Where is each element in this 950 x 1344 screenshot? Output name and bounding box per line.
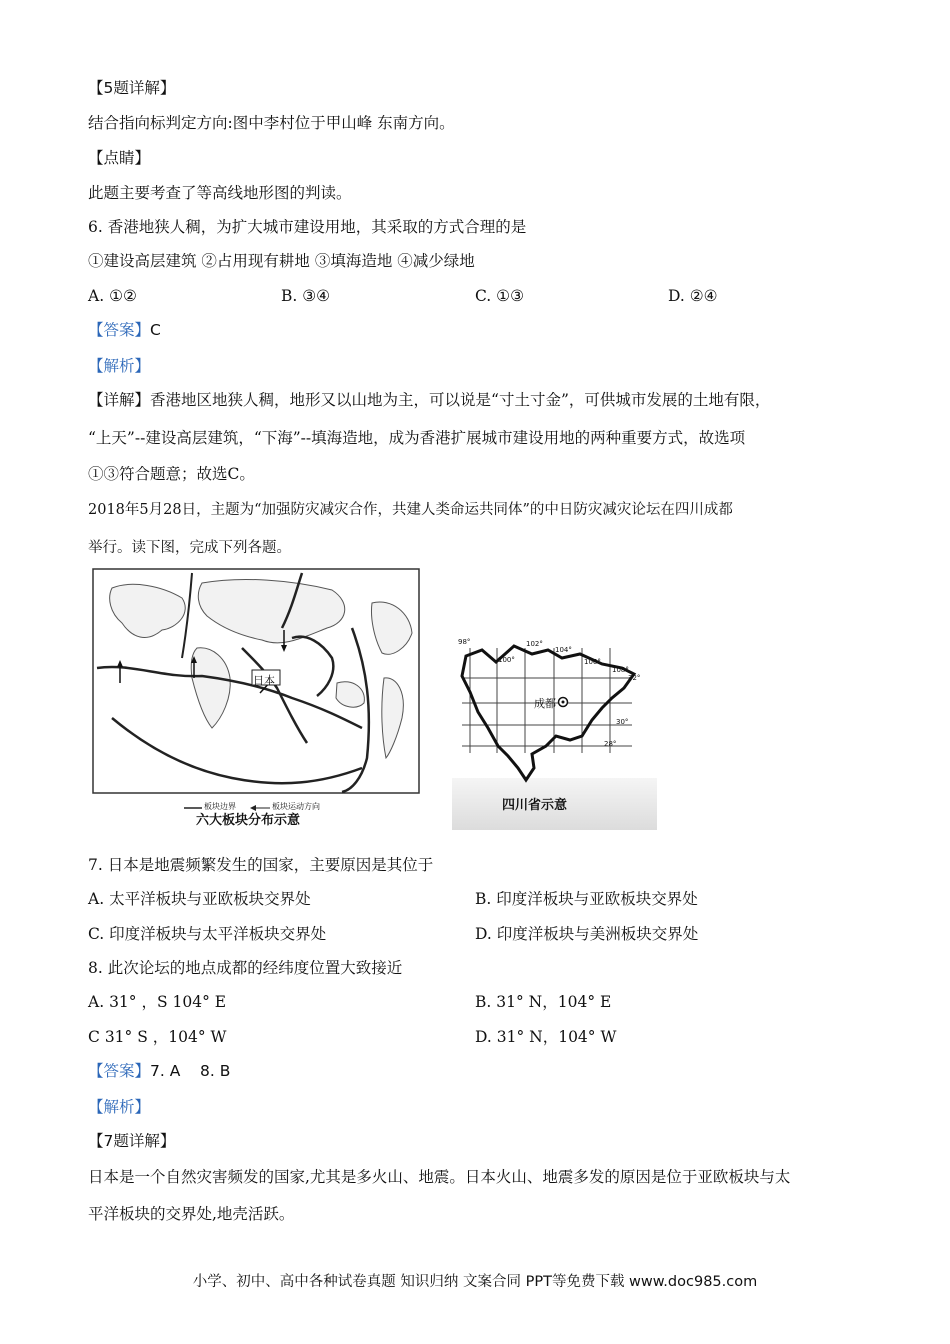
answers-78: 【答案】7. A 8. B xyxy=(88,1062,231,1080)
q7-detail-1: 日本是一个自然灾害频发的国家,尤其是多火山、地震。日本火山、地震多发的原因是位于亚欧板块与太 xyxy=(88,1168,791,1186)
q5-heading: 【5题详解】 xyxy=(88,79,176,97)
q7-option-c: C. 印度洋板块与太平洋板块交界处 xyxy=(88,925,327,943)
lat-label-28: 28° xyxy=(604,740,617,748)
caption-sichuan: 四川省示意 xyxy=(502,798,568,813)
q7-option-b: B. 印度洋板块与亚欧板块交界处 xyxy=(475,890,698,908)
intro-line-2: 举行。读下图，完成下列各题。 xyxy=(88,540,291,556)
q8-option-b: B. 31° N，104° E xyxy=(475,993,612,1011)
q7-option-d: D. 印度洋板块与美洲板块交界处 xyxy=(475,925,699,943)
legend-motion: 板块运动方向 xyxy=(272,802,320,811)
q6-analysis-label: 【解析】 xyxy=(88,357,151,375)
q6-option-d: D. ②④ xyxy=(668,287,718,305)
q6-answer: 【答案】C xyxy=(88,321,161,339)
q8-option-c: C 31° S ，104° W xyxy=(88,1028,227,1046)
q8-option-d: D. 31° N，104° W xyxy=(475,1028,617,1046)
q6-option-b: B. ③④ xyxy=(281,287,331,305)
q6-detail-1: 【详解】香港地区地狭人稠，地形又以山地为主，可以说是“寸土寸金”，可供城市发展的土地有限， xyxy=(88,391,771,409)
q7-stem: 7. 日本是地震频繁发生的国家，主要原因是其位于 xyxy=(88,856,434,874)
legend-boundary: 板块边界 xyxy=(204,802,236,811)
lat-label-30: 30° xyxy=(616,718,629,726)
footer: 小学、初中、高中各种试卷真题 知识归纳 文案合同 PPT等免费下载 www.doc985.com xyxy=(192,1274,758,1290)
chengdu-label: 成都 xyxy=(534,697,556,710)
answers-78-analysis-label: 【解析】 xyxy=(88,1098,151,1116)
lon-label-104: 104° xyxy=(555,646,572,654)
q8-stem: 8. 此次论坛的地点成都的经纬度位置大致接近 xyxy=(88,959,403,977)
lat-label-32: 32° xyxy=(628,674,641,682)
world-plates-map xyxy=(92,568,424,830)
q6-stem: 6. 香港地狭人稠，为扩大城市建设用地，其采取的方式合理的是 xyxy=(88,218,527,236)
q6-option-c: C. ①③ xyxy=(475,287,524,305)
sichuan-figure xyxy=(452,628,657,830)
q5-dianjing: 此题主要考查了等高线地形图的判读。 xyxy=(88,184,352,202)
intro-line-1: 2018年5月28日，主题为“加强防灾减灾合作，共建人类命运共同体”的中日防灾减灾论坛在四川成都 xyxy=(88,502,733,518)
lon-label-108: 108° xyxy=(612,666,629,674)
q6-items: ①建设高层建筑 ②占用现有耕地 ③填海造地 ④减少绿地 xyxy=(88,252,475,270)
q6-option-a: A. ①② xyxy=(88,287,137,305)
lon-label-102: 102° xyxy=(526,640,543,648)
lon-label-98: 98° xyxy=(458,638,471,646)
japan-label: 日本 xyxy=(253,674,275,687)
caption-world: 六大板块分布示意 xyxy=(196,813,301,828)
q7-detail-2: 平洋板块的交界处,地壳活跃。 xyxy=(88,1205,295,1223)
q7-detail-heading: 【7题详解】 xyxy=(88,1132,176,1150)
q5-detail: 结合指向标判定方向:图中李村位于甲山峰 东南方向。 xyxy=(88,114,455,132)
q6-detail-3: ①③符合题意；故选C。 xyxy=(88,465,255,483)
q7-option-a: A. 太平洋板块与亚欧板块交界处 xyxy=(88,890,311,908)
q6-detail-2: “上天”--建设高层建筑，“下海”--填海造地，成为香港扩展城市建设用地的两种重要方式，故选项 xyxy=(88,429,746,447)
lon-label-106: 106° xyxy=(584,658,601,666)
q5-dianjing-label: 【点睛】 xyxy=(88,149,151,167)
lon-label-100: 100° xyxy=(498,656,515,664)
q8-option-a: A. 31° ，S 104° E xyxy=(88,993,227,1011)
